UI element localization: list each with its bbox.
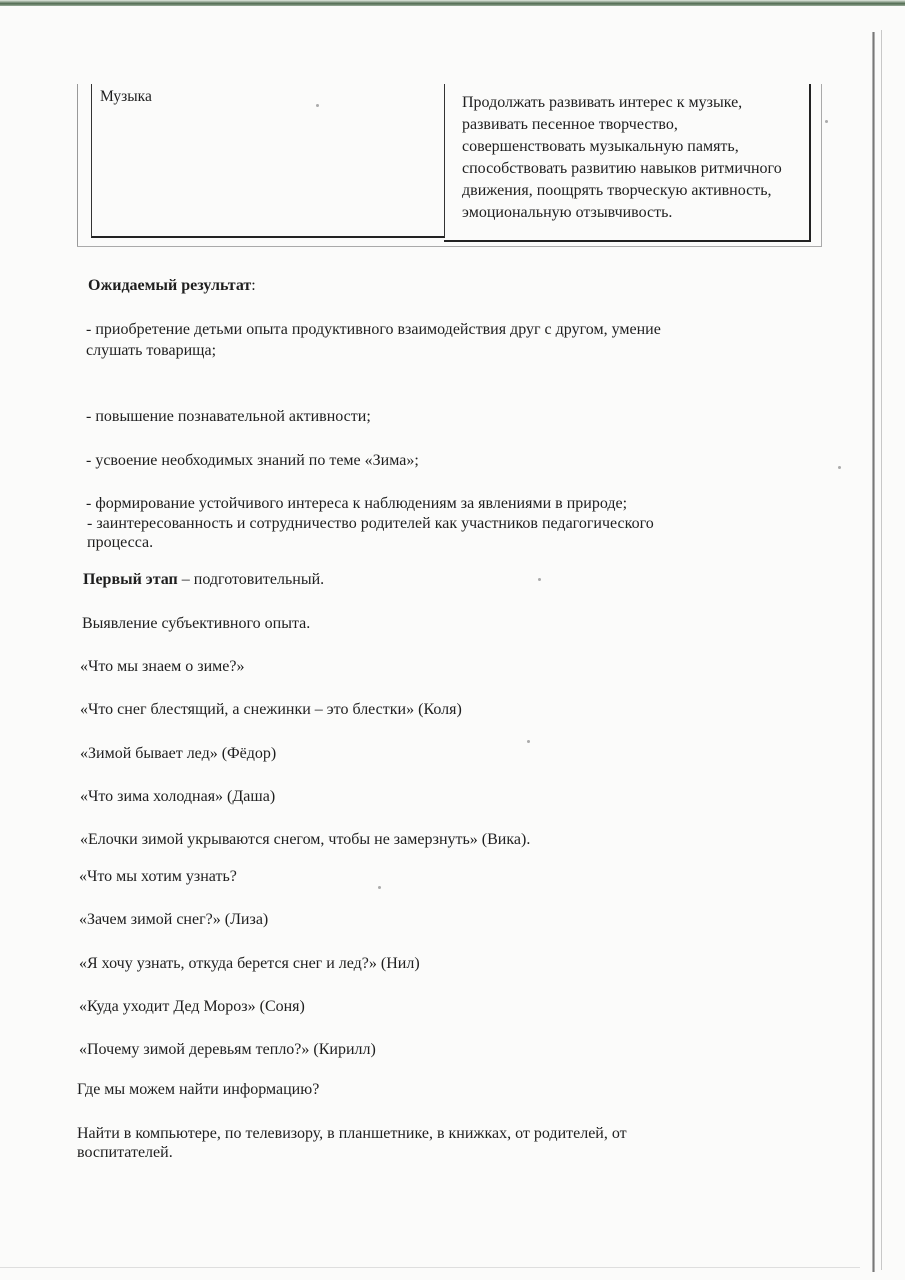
scan-speck	[527, 740, 530, 743]
scan-bottom-edge	[0, 1267, 860, 1268]
scan-right-edge-shadow	[881, 30, 882, 1270]
child-answer: «Зачем зимой снег?» (Лиза)	[79, 911, 269, 928]
table-border	[77, 246, 822, 247]
expected-result-item: - приобретение детьми опыта продуктивного взаимодействия друг с другом, умение	[86, 321, 661, 338]
scan-speck	[378, 886, 381, 889]
question-want: «Что мы хотим узнать?	[79, 868, 237, 885]
expected-result-item: процесса.	[87, 534, 154, 551]
stage-title: Первый этап – подготовительный.	[83, 571, 325, 588]
scan-right-edge	[872, 32, 875, 1272]
sources-text: Найти в компьютере, по телевизору, в планшетнике, в книжках, от родителей, от	[77, 1125, 627, 1142]
goals-text: Продолжать развивать интерес к музыке, развивать песенное творчество, совершенствовать музыкальную память, способствовать развитию навыков ритмичного движения, поощрять творческую активность, эмоциональную отзывчивость.	[462, 94, 782, 221]
table-border	[77, 84, 78, 246]
expected-result-item: - повышение познавательной активности;	[86, 408, 371, 425]
scan-top-edge	[0, 0, 905, 6]
sources-text: воспитателей.	[77, 1144, 173, 1161]
expected-result-item: - заинтересованность и сотрудничество родителей как участников педагогического	[87, 515, 654, 532]
stage-intro: Выявление субъективного опыта.	[82, 615, 311, 632]
child-answer: «Что снег блестящий, а снежинки – это блестки» (Коля)	[80, 701, 462, 718]
child-answer: «Елочки зимой укрываются снегом, чтобы не замерзнуть» (Вика).	[80, 831, 531, 848]
expected-result-item: слушать товарища;	[86, 342, 217, 359]
scan-speck	[825, 120, 828, 123]
scan-speck	[538, 578, 541, 581]
question-know: «Что мы знаем о зиме?»	[80, 658, 245, 675]
table-cell-goals	[444, 84, 811, 242]
table-cell-subject	[91, 84, 445, 238]
child-answer: «Почему зимой деревьям тепло?» (Кирилл)	[79, 1041, 376, 1058]
question-where: Где мы можем найти информацию?	[77, 1081, 320, 1098]
child-answer: «Куда уходит Дед Мороз» (Соня)	[79, 998, 305, 1015]
expected-result-item: - усвоение необходимых знаний по теме «Зима»;	[86, 452, 419, 469]
child-answer: «Я хочу узнать, откуда берется снег и лед?» (Нил)	[79, 955, 420, 972]
subject-table	[77, 84, 822, 244]
child-answer: «Зимой бывает лед» (Фёдор)	[80, 745, 277, 762]
table-border	[821, 84, 822, 246]
expected-result-item: - формирование устойчивого интереса к наблюдениям за явлениями в природе;	[86, 495, 628, 512]
expected-result-heading: Ожидаемый результат:	[88, 277, 256, 294]
child-answer: «Что зима холодная» (Даша)	[80, 788, 276, 805]
subject-label: Музыка	[100, 88, 152, 105]
scan-speck	[838, 466, 841, 469]
